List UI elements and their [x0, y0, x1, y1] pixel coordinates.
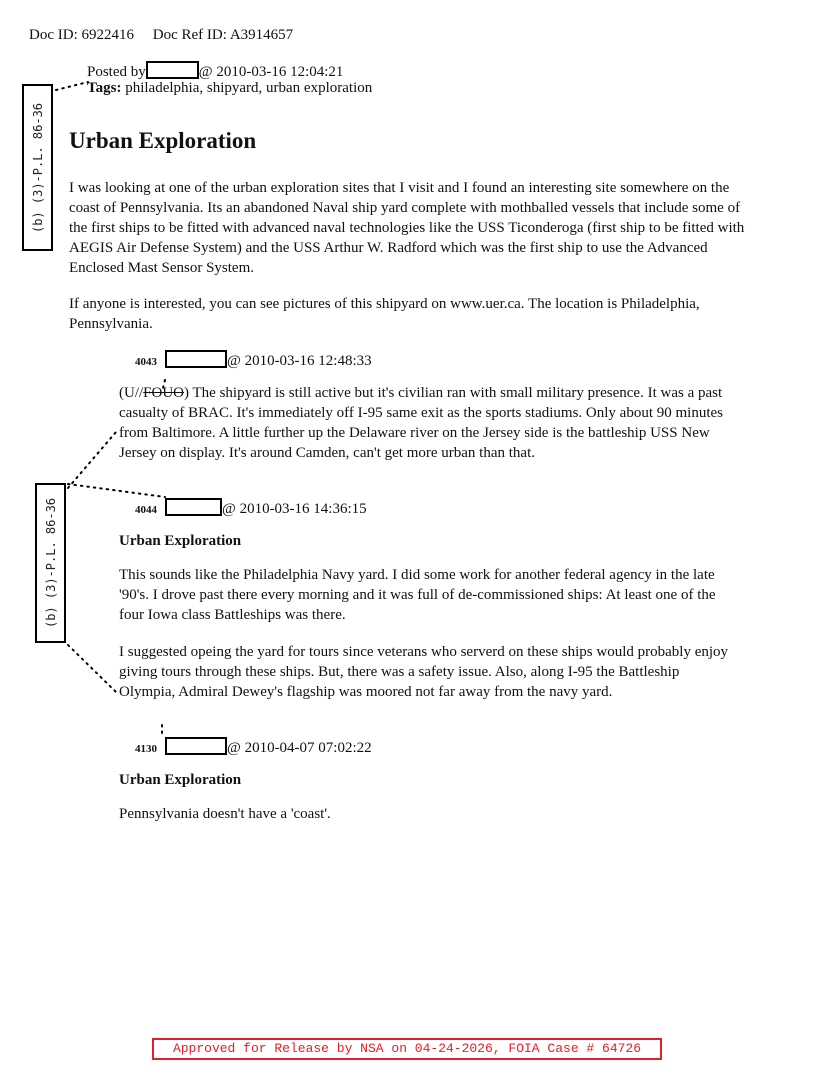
post-tags — [87, 80, 372, 97]
tags-label: Tags: — [87, 80, 122, 96]
comment-number: 4043 — [135, 356, 157, 368]
comment-header — [135, 350, 372, 370]
post-meta — [87, 61, 343, 81]
redacted-commenter — [165, 737, 227, 755]
classification-suffix: ) — [184, 385, 190, 401]
comment-timestamp: @ 2010-04-07 07:02:22 — [227, 740, 372, 756]
redacted-commenter — [165, 498, 222, 516]
comment-timestamp: @ 2010-03-16 12:48:33 — [227, 353, 372, 369]
redaction-exemption-box-middle — [35, 483, 66, 643]
classification-prefix: (U// — [119, 385, 144, 401]
comment-number: 4044 — [135, 504, 157, 516]
comment-title: Urban Exploration — [119, 533, 242, 549]
comment-timestamp: @ 2010-03-16 14:36:15 — [222, 501, 367, 517]
comment-body — [119, 383, 729, 463]
post-title: Urban Exploration — [69, 128, 257, 153]
comment-number: 4130 — [135, 743, 157, 755]
release-stamp: Approved for Release by NSA on 04-24-2026, FOIA Case # 64726 — [152, 1038, 662, 1060]
doc-ref-id: Doc Ref ID: A3914657 — [152, 27, 294, 43]
redacted-author — [146, 61, 199, 79]
comment-text: The shipyard is still active but it's civilian ran with small military presence. It was a past casualty of BRAC. It's immediately off I-95 same exit as the sports stadiums. Only about 90 minutes from Baltimore. A little further up the Delaware river on the Jersey side is the battleship USS New Jersey on display. It's around Camden, can't get more urban than that. — [119, 385, 724, 461]
post-timestamp: @ 2010-03-16 12:04:21 — [198, 64, 344, 80]
redacted-commenter — [165, 350, 227, 368]
comment-header — [135, 498, 367, 518]
comment-paragraph: I suggested opeing the yard for tours since veterans who serverd on these ships would probably enjoy giving tours through these ships. But, there was a safety issue. Also, along I-95 the Battleship Olympia, Admiral Dewey's flagship was moored not far away from the navy yard. — [119, 644, 729, 700]
comment-body: Pennsylvania doesn't have a 'coast'. — [119, 806, 331, 822]
comment-paragraph: This sounds like the Philadelphia Navy yard. I did some work for another federal agency in the late '90's. I drove past there every morning and it was full of de-commissioned ships: At least one of the four Iowa class Battleships was there. — [119, 567, 716, 623]
comment-header — [135, 737, 372, 757]
post-paragraph: If anyone is interested, you can see pictures of this shipyard on www.uer.ca. The location is Philadelphia, Pennsylvania. — [69, 296, 700, 332]
comment-title: Urban Exploration — [119, 772, 242, 788]
posted-by-label: Posted by — [87, 64, 146, 80]
doc-id: Doc ID: 6922416 — [29, 27, 134, 43]
post-paragraph: I was looking at one of the urban exploration sites that I visit and I found an interesting site somewhere on the coast of Pennsylvania. Its an abandoned Naval ship yard complete with mothballed vessels that include some of the first ships to be fitted with advanced naval technologies like the USS Ticonderoga (first ship to be fitted with AEGIS Air Defense System) and the USS Arthur W. Radford which was the first ship to use the Advanced Enclosed Mast Sensor System. — [69, 180, 745, 276]
classification-struck: FOUO — [143, 385, 185, 401]
tags-value: philadelphia, shipyard, urban exploration — [125, 80, 373, 96]
exemption-label: (b) (3)-P.L. 86-36 — [43, 497, 58, 629]
redaction-exemption-box-top — [22, 84, 53, 251]
document-header — [29, 27, 293, 44]
exemption-label: (b) (3)-P.L. 86-36 — [30, 102, 45, 233]
